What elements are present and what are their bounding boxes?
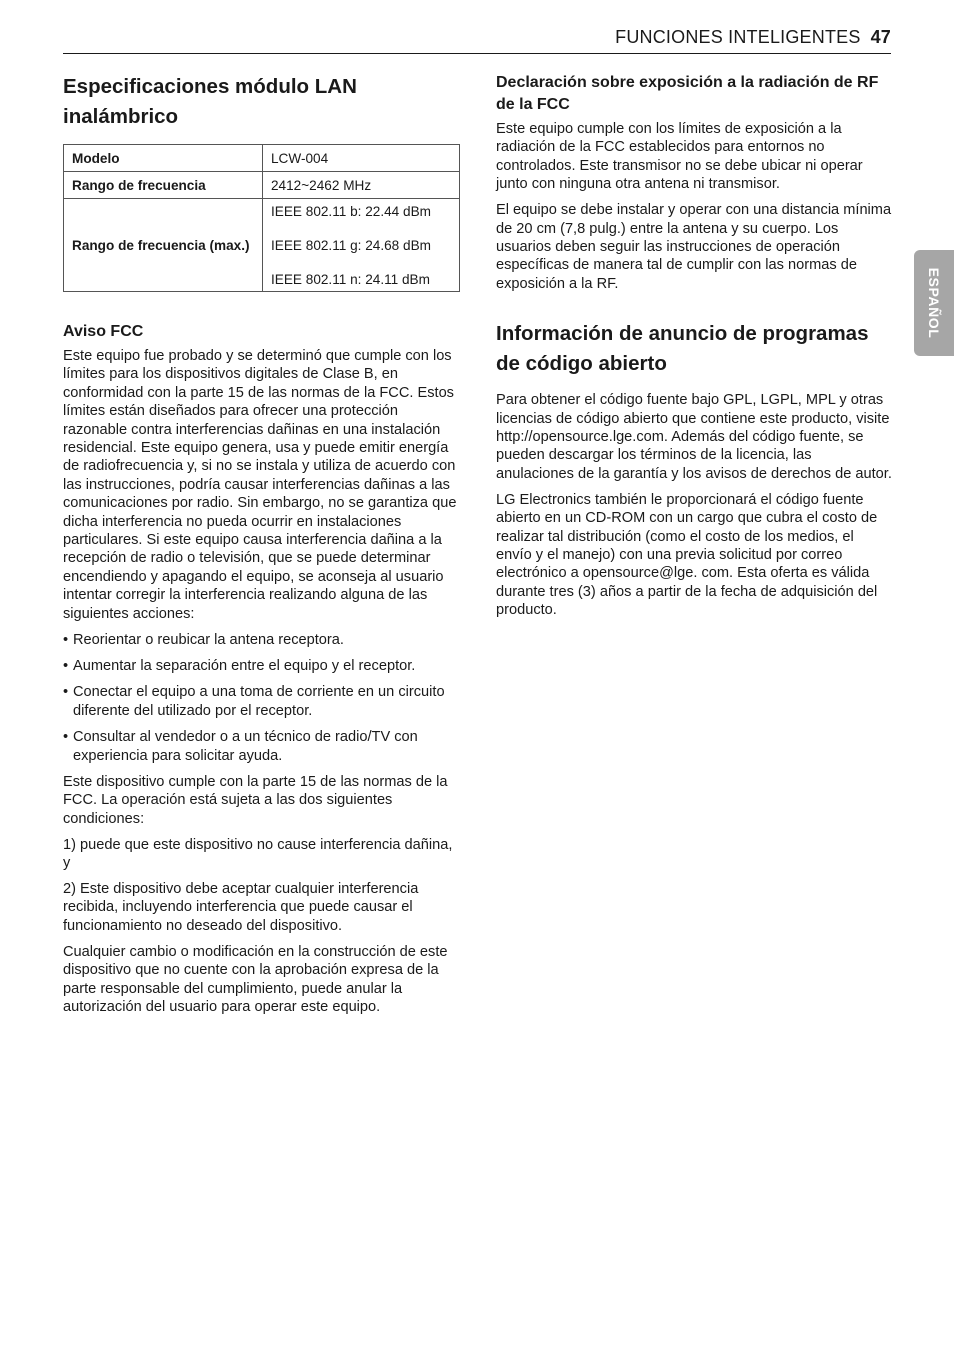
open-source-paragraph: LG Electronics también le proporcionará el código fuente abierto en un CD-ROM con un cargo que cubra el costo de realizar tal distribución (como el costo de los medios, el envío y el manejo) con una previa solicitud por correo electrónico a opensource@lge. com. Esta oferta es válida durante tres (3) años a partir de la fecha de adquisición del producto.: [496, 491, 878, 619]
rf-paragraph: Este equipo cumple con los límites de exposición a la radiación de la FCC establecidos para entornos no controlados. Este transmisor no se debe ubicar ni operar junto con ninguna otra antena ni transmisor.: [496, 121, 863, 193]
spec-table: [63, 144, 460, 292]
table-row: [64, 145, 460, 172]
section-title: FUNCIONES INTELIGENTES: [615, 27, 861, 47]
fcc-notice-title: Aviso FCC: [63, 323, 144, 340]
spec-value: IEEE 802.11 g: 24.68 dBm: [271, 237, 431, 253]
table-row: [64, 199, 460, 292]
spec-value: LCW-004: [263, 145, 460, 172]
left-column: [63, 72, 460, 1024]
spec-label: Rango de frecuencia (max.): [64, 199, 263, 292]
page-header: [615, 27, 891, 48]
list-item: • Consultar al vendedor o a un técnico de radio/TV con experiencia para solicitar ayuda.: [63, 728, 460, 765]
open-source-title: Información de anuncio de programas de código abierto: [496, 322, 869, 376]
spec-value: IEEE 802.11 b: 22.44 dBm: [271, 203, 431, 219]
header-divider: [63, 53, 891, 54]
fcc-paragraph: 1) puede que este dispositivo no cause interferencia dañina, y: [63, 836, 453, 872]
open-source-paragraph: Para obtener el código fuente bajo GPL, LGPL, MPL y otras licencias de código abierto que contiene este producto, visite http://opensource.lge.com. Además del código fuente, se pueden descargar los términos de la licencia, las anulaciones de la garantía y los avisos de derechos de autor.: [496, 392, 892, 482]
language-tab: [914, 250, 954, 356]
spec-value-list: [263, 199, 460, 292]
rf-exposure-title: Declaración sobre exposición a la radiación de RF de la FCC: [496, 74, 879, 113]
spec-label: Modelo: [64, 145, 263, 172]
wireless-lan-spec-title: Especificaciones módulo LAN inalámbrico: [63, 75, 357, 128]
fcc-paragraph: 2) Este dispositivo debe aceptar cualquier interferencia recibida, incluyendo interferencia que puede causar el funcionamiento no deseado del dispositivo.: [63, 881, 419, 934]
language-tab-label: ESPAÑOL: [926, 267, 942, 339]
spec-value: 2412~2462 MHz: [263, 172, 460, 199]
table-row: [64, 172, 460, 199]
page-number: 47: [870, 27, 891, 47]
fcc-paragraph: Este equipo fue probado y se determinó que cumple con los límites para los dispositivos digitales de Clase B, en conformidad con la parte 15 de las normas de la FCC. Estos límites están diseñados para ofrecer una protección razonable contra interferencias dañinas en una instalación residencial. Este equipo genera, usa y puede emitir energía de radiofrecuencia y, si no se instala y utiliza de acuerdo con las instrucciones, podría causar interferencias dañinas a las comunicaciones por radio. Sin embargo, no se garantiza que dicha interferencia no pueda ocurrir en instalaciones particulares. Si este equipo causa interferencia dañina a la recepción de radio o televisión, que se puede determinar encendiendo y apagando el equipo, se aconseja al usuario intentar corregir la interferencia realizando alguna de las siguientes acciones:: [63, 348, 457, 622]
fcc-paragraph: Cualquier cambio o modificación en la construcción de este dispositivo que no cuente con la aprobación expresa de la parte responsable del cumplimiento, puede anular la autorización del usuario para operar este equipo.: [63, 943, 448, 1015]
spec-value: IEEE 802.11 n: 24.11 dBm: [271, 271, 430, 287]
spec-label: Rango de frecuencia: [64, 172, 263, 199]
rf-paragraph: El equipo se debe instalar y operar con una distancia mínima de 20 cm (7,8 pulg.) entre la antena y su cuerpo. Los usuarios deben seguir las instrucciones de operación específicas de manera tal de cumplir con las normas de exposición a la RF.: [496, 202, 892, 292]
fcc-paragraph: Este dispositivo cumple con la parte 15 de las normas de la FCC. La operación está sujeta a las dos siguientes condiciones:: [63, 774, 448, 827]
list-item: • Conectar el equipo a una toma de corriente en un circuito diferente del utilizado por el receptor.: [63, 683, 460, 720]
list-item: • Aumentar la separación entre el equipo y el receptor.: [63, 657, 460, 675]
fcc-actions-list: [63, 631, 460, 765]
list-item: • Reorientar o reubicar la antena receptora.: [63, 631, 460, 649]
right-column: [496, 72, 892, 627]
